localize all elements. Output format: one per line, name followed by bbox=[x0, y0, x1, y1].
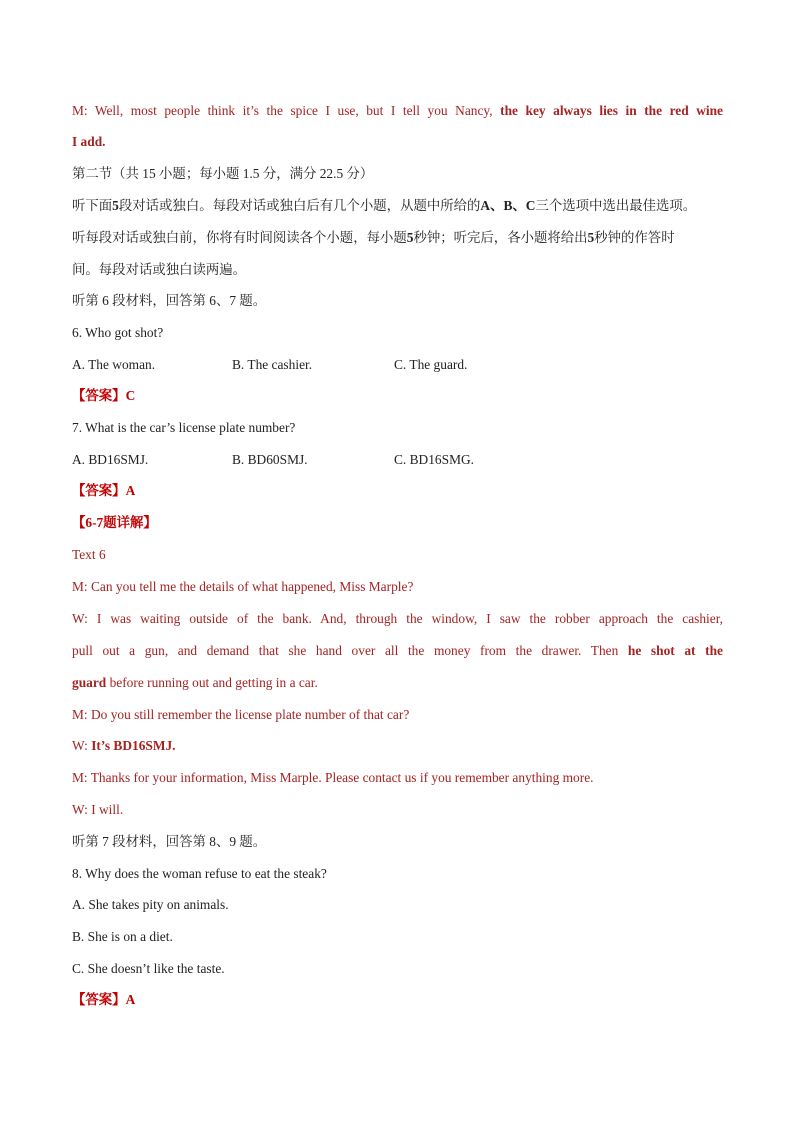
question-options bbox=[72, 444, 723, 476]
dialogue-line: W: It’s BD16SMJ. bbox=[72, 738, 176, 753]
dialogue-line: W: I will. bbox=[72, 802, 124, 817]
question-stem: 8. Why does the woman refuse to eat the steak? bbox=[72, 866, 327, 881]
question-stem: 7. What is the car’s license plate number? bbox=[72, 420, 296, 435]
dialogue-text: M: Well, most people think it’s the spice I use, but I tell you Nancy, bbox=[72, 103, 501, 118]
instruction-line: 听每段对话或独白前，你将有时间阅读各个小题，每小题5秒钟；听完后，各小题将给出5秒钟的作答时 bbox=[72, 230, 675, 245]
option-c: C. She doesn’t like the taste. bbox=[72, 961, 225, 976]
text-heading: Text 6 bbox=[72, 547, 106, 562]
option-b: B. She is on a diet. bbox=[72, 929, 173, 944]
answer-line: 【答案】C bbox=[72, 388, 136, 403]
option-a: A. She takes pity on animals. bbox=[72, 897, 229, 912]
key-phrase: guard bbox=[72, 675, 107, 690]
dialogue-line: guard before running out and getting in a car. bbox=[72, 675, 318, 690]
key-phrase: he shot at the bbox=[627, 643, 723, 658]
option-b: B. BD60SMJ. bbox=[232, 452, 308, 467]
answer-line: 【答案】A bbox=[72, 992, 136, 1007]
instruction-line: 间。每段对话或独白读两遍。 bbox=[72, 262, 247, 277]
section-title: 第二节（共 15 小题；每小题 1.5 分，满分 22.5 分） bbox=[72, 166, 374, 181]
option-c: C. BD16SMG. bbox=[394, 452, 474, 467]
dialogue-line: I add. bbox=[72, 134, 106, 149]
option-a: A. The woman. bbox=[72, 357, 156, 372]
question-stem: 6. Who got shot? bbox=[72, 325, 164, 340]
dialogue-line: M: Do you still remember the license plate number of that car? bbox=[72, 707, 410, 722]
answer-line: 【答案】A bbox=[72, 483, 136, 498]
key-phrase: It’s BD16SMJ. bbox=[91, 738, 176, 753]
option-b: B. The cashier. bbox=[232, 357, 313, 372]
dialogue-line: W: I was waiting outside of the bank. And, through the window, I saw the robber approach the cashier, bbox=[72, 611, 723, 626]
dialogue-line: M: Thanks for your information, Miss Marple. Please contact us if you remember anything more. bbox=[72, 770, 594, 785]
instruction-line: 听下面5段对话或独白。每段对话或独白后有几个小题，从题中所给的A、B、C三个选项中选出最佳选项。 bbox=[72, 198, 697, 213]
listening-prompt: 听第 7 段材料，回答第 8、9 题。 bbox=[72, 834, 267, 849]
dialogue-line bbox=[72, 95, 723, 127]
question-options bbox=[72, 349, 723, 381]
dialogue-line: pull out a gun, and demand that she hand over all the money from the drawer. Then he shot at the bbox=[72, 643, 723, 658]
listening-prompt: 听第 6 段材料，回答第 6、7 题。 bbox=[72, 293, 267, 308]
option-a: A. BD16SMJ. bbox=[72, 452, 149, 467]
detail-heading: 【6-7题详解】 bbox=[72, 515, 157, 530]
option-c: C. The guard. bbox=[394, 357, 468, 372]
dialogue-line: M: Can you tell me the details of what happened, Miss Marple? bbox=[72, 579, 414, 594]
key-phrase: the key always lies in the red wine bbox=[500, 103, 724, 118]
